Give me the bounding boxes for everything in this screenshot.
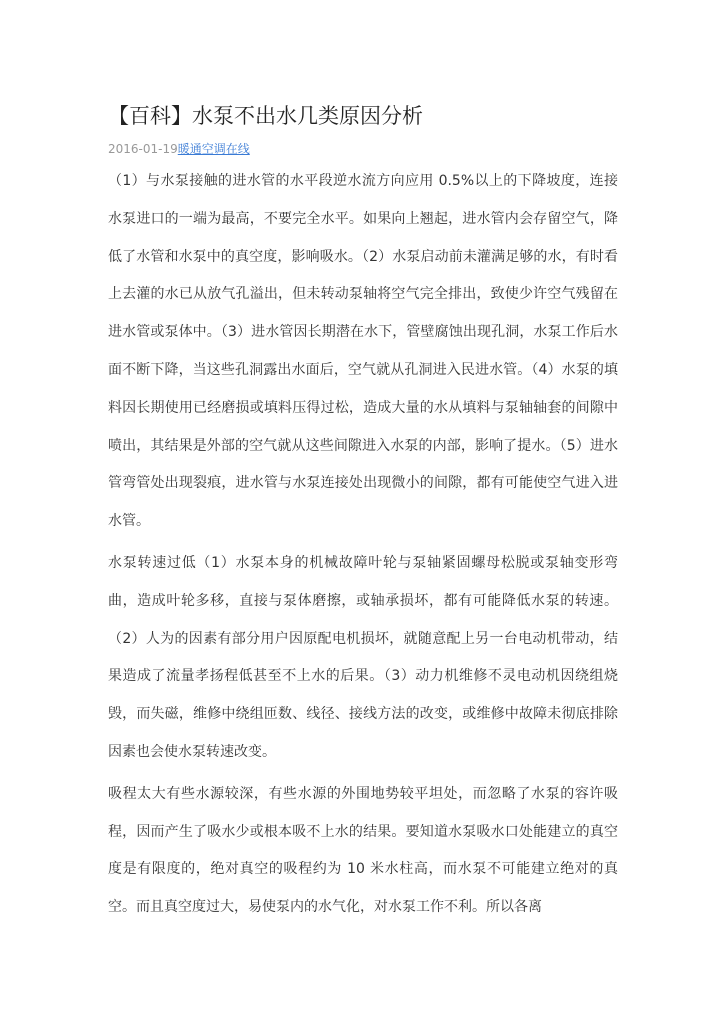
paragraph-air-leak: （1）与水泵接触的进水管的水平段逆水流方向应用 0.5%以上的下降坡度，连接水泵进口的一端为最高，不要完全水平。如果向上翘起，进水管内会存留空气，降低了水管和水泵中的真空度，影响吸水。（2）水泵启动前未灌满足够的水，有时看上去灌的水已从放气孔溢出，但未转动泵轴将空气完全排出，致使少许空气残留在进水管或泵体中。（3）进水管因长期潜在水下，管壁腐蚀出现孔洞，水泵工作后水面不断下降，当这些孔洞露出水面后，空气就从孔洞进入民进水管。（4）水泵的填料因长期使用已经磨损或填料压得过松，造成大量的水从填料与泵轴轴套的间隙中喷出，其结果是外部的空气就从这些间隙进入水泵的内部，影响了提水。（5）进水管弯管处出现裂痕，进水管与水泵连接处出现微小的间隙，都有可能使空气进入进水管。 [108,173,618,530]
article-body [108,163,618,931]
publish-date: 2016-01-19 [108,142,178,156]
source-link[interactable]: 暖通空调在线 [177,142,250,156]
article-meta [108,141,250,157]
paragraph-low-speed: 水泵转速过低（1）水泵本身的机械故障叶轮与泵轴紧固螺母松脱或泵轴变形弯曲，造成叶轮多移，直接与泵体磨擦，或轴承损坏，都有可能降低水泵的转速。（2）人为的因素有部分用户因原配电机损坏，就随意配上另一台电动机带动，结果造成了流量孝扬程低甚至不上水的后果。（3）动力机维修不灵电动机因绕组烧毁，而失磁，维修中绕组匝数、线径、接线方法的改变，或维修中故障未彻底排除因素也会使水泵转速改变。 [108,554,618,760]
paragraph-suction-lift: 吸程太大有些水源较深，有些水源的外围地势较平坦处，而忽略了水泵的容许吸程，因而产生了吸水少或根本吸不上水的结果。要知道水泵吸水口处能建立的真空度是有限度的，绝对真空的吸程约为 10 米水柱高，而水泵不可能建立绝对的真空。而且真空度过大，易使泵内的水气化，对水泵工作不利。所以各离 [108,785,618,916]
article-title: 【百科】水泵不出水几类原因分析 [108,104,423,128]
